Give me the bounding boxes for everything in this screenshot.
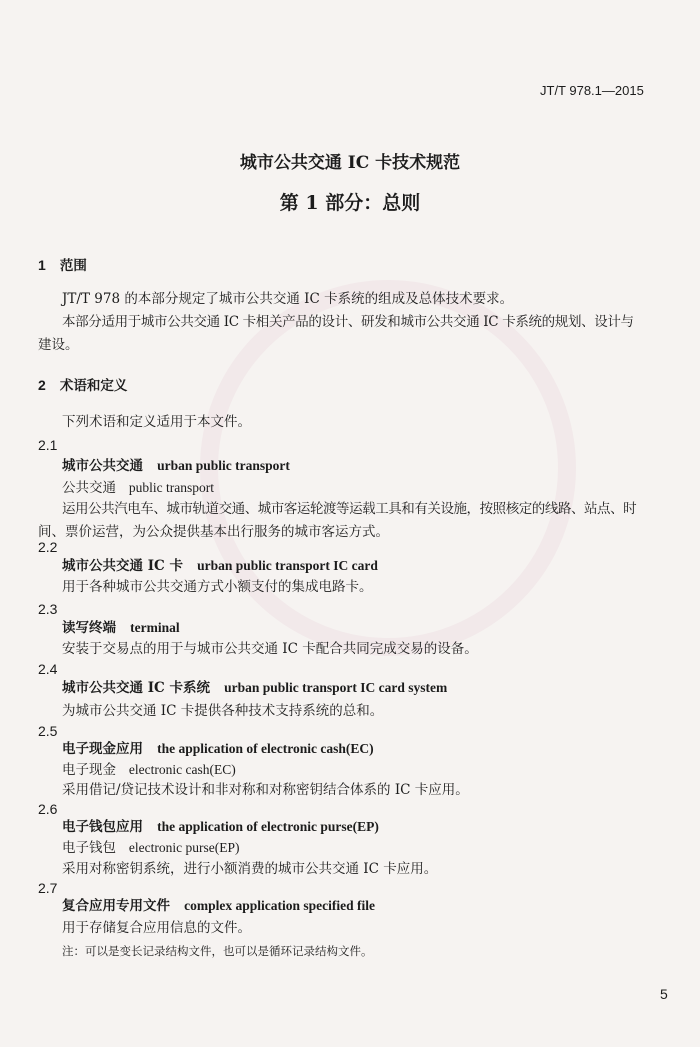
term-en: complex application specified file xyxy=(184,898,375,913)
term-zh: 城市公共交通 IC 卡 xyxy=(62,558,183,574)
term-en: terminal xyxy=(130,620,180,635)
term-definition: 用于各种城市公共交通方式小额支付的集成电路卡。 xyxy=(62,579,373,595)
term-en: urban public transport IC card system xyxy=(224,680,448,695)
section-title: 范围 xyxy=(59,258,87,274)
term-alt xyxy=(62,479,214,497)
term-heading xyxy=(62,679,447,697)
term-definition-continued: 间、票价运营，为公众提供基本出行服务的城市客运方式。 xyxy=(38,524,389,540)
term-definition: 采用对称密钥系统，进行小额消费的城市公共交通 IC 卡应用。 xyxy=(62,861,438,877)
section-title: 术语和定义 xyxy=(59,378,128,394)
term-en: the application of electronic purse(EP) xyxy=(157,819,379,834)
term-definition: 运用公共汽电车、城市轨道交通、城市客运轮渡等运载工具和有关设施，按照核定的线路、站点、时 xyxy=(62,501,637,517)
paragraph: 本部分适用于城市公共交通 IC 卡相关产品的设计、研发和城市公共交通 IC 卡系统的规划、设计与 xyxy=(62,314,634,330)
term-zh: 城市公共交通 IC 卡系统 xyxy=(62,680,210,696)
term-zh: 电子现金应用 xyxy=(62,741,143,757)
alt-zh: 电子钱包 xyxy=(62,840,116,856)
term-alt xyxy=(62,839,239,857)
term-number: 2.5 xyxy=(38,723,58,739)
term-number: 2.6 xyxy=(38,801,58,817)
term-alt xyxy=(62,761,236,779)
term-heading xyxy=(62,740,374,758)
document-title: 城市公共交通 IC 卡技术规范 xyxy=(239,153,461,173)
term-definition: 用于存储复合应用信息的文件。 xyxy=(62,920,251,936)
term-zh: 电子钱包应用 xyxy=(62,819,143,835)
term-en: the application of electronic cash(EC) xyxy=(157,741,374,756)
alt-en: electronic purse(EP) xyxy=(128,840,240,855)
document-number: JT/T 978.1—2015 xyxy=(540,83,644,98)
term-number: 2.2 xyxy=(38,539,58,555)
document-subtitle: 第 1 部分：总则 xyxy=(279,192,421,214)
term-zh: 读写终端 xyxy=(62,620,116,636)
term-heading xyxy=(62,897,375,915)
paragraph: 下列术语和定义适用于本文件。 xyxy=(62,414,251,430)
term-number: 2.4 xyxy=(38,661,58,677)
term-definition: 安装于交易点的用于与城市公共交通 IC 卡配合共同完成交易的设备。 xyxy=(62,641,478,657)
term-en: urban public transport xyxy=(157,458,290,473)
alt-zh: 电子现金 xyxy=(62,762,116,778)
term-heading xyxy=(62,818,379,836)
term-heading xyxy=(62,619,180,637)
term-heading xyxy=(62,457,290,475)
term-definition: 为城市公共交通 IC 卡提供各种技术支持系统的总和。 xyxy=(62,703,384,719)
alt-en: electronic cash(EC) xyxy=(128,762,236,777)
term-definition: 采用借记/贷记技术设计和非对称和对称密钥结合体系的 IC 卡应用。 xyxy=(62,782,469,798)
term-number: 2.1 xyxy=(38,437,58,453)
alt-zh: 公共交通 xyxy=(62,480,116,496)
section-number: 1 xyxy=(38,257,46,273)
section-1-heading xyxy=(38,256,87,275)
term-zh: 城市公共交通 xyxy=(62,458,143,474)
paragraph: JT/T 978 的本部分规定了城市公共交通 IC 卡系统的组成及总体技术要求。 xyxy=(62,291,514,307)
term-en: urban public transport IC card xyxy=(197,558,378,573)
paragraph-continued: 建设。 xyxy=(38,337,79,353)
term-note: 注：可以是变长记录结构文件，也可以是循环记录结构文件。 xyxy=(62,944,373,958)
section-number: 2 xyxy=(38,377,46,393)
alt-en: public transport xyxy=(128,480,214,495)
term-number: 2.3 xyxy=(38,601,58,617)
term-number: 2.7 xyxy=(38,880,58,896)
page-number: 5 xyxy=(660,986,668,1002)
term-heading xyxy=(62,557,378,575)
term-zh: 复合应用专用文件 xyxy=(62,898,170,914)
section-2-heading xyxy=(38,376,127,395)
